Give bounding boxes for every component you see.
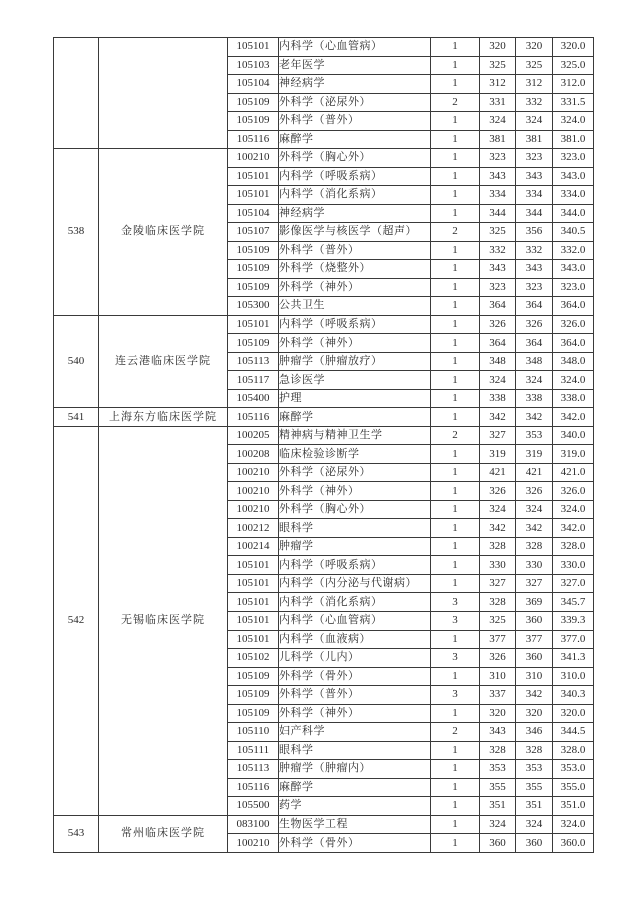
major-name-cell: 肿瘤学: [279, 537, 431, 556]
major-name-cell: 肿瘤学（肿瘤放疗）: [279, 352, 431, 371]
count-cell: 1: [431, 704, 480, 723]
avg-cell: 323.0: [553, 149, 594, 168]
major-name-cell: 外科学（神外）: [279, 278, 431, 297]
avg-cell: 319.0: [553, 445, 594, 464]
avg-cell: 340.3: [553, 686, 594, 705]
major-name-cell: 护理: [279, 389, 431, 408]
score2-cell: 343: [516, 260, 553, 279]
admission-score-table: [53, 37, 594, 853]
score2-cell: 360: [516, 649, 553, 668]
avg-cell: 334.0: [553, 186, 594, 205]
school-name-cell: 无锡临床医学院: [99, 426, 228, 815]
score2-cell: 325: [516, 56, 553, 75]
major-name-cell: 内科学（心血管病）: [279, 611, 431, 630]
avg-cell: 364.0: [553, 334, 594, 353]
score1-cell: 326: [480, 315, 516, 334]
avg-cell: 338.0: [553, 389, 594, 408]
avg-cell: 353.0: [553, 760, 594, 779]
major-name-cell: 妇产科学: [279, 723, 431, 742]
count-cell: 1: [431, 741, 480, 760]
table-row: [54, 315, 594, 334]
score2-cell: 360: [516, 834, 553, 853]
score1-cell: 353: [480, 760, 516, 779]
score1-cell: 348: [480, 352, 516, 371]
score2-cell: 342: [516, 686, 553, 705]
avg-cell: 345.7: [553, 593, 594, 612]
avg-cell: 312.0: [553, 75, 594, 94]
avg-cell: 342.0: [553, 519, 594, 538]
score2-cell: 338: [516, 389, 553, 408]
score1-cell: 324: [480, 112, 516, 131]
major-code-cell: 100212: [228, 519, 279, 538]
score1-cell: 328: [480, 741, 516, 760]
major-code-cell: 100210: [228, 463, 279, 482]
avg-cell: 330.0: [553, 556, 594, 575]
major-name-cell: 外科学（烧整外）: [279, 260, 431, 279]
count-cell: 3: [431, 649, 480, 668]
major-code-cell: 100210: [228, 149, 279, 168]
count-cell: 1: [431, 574, 480, 593]
major-name-cell: 内科学（呼吸系病）: [279, 556, 431, 575]
avg-cell: 381.0: [553, 130, 594, 149]
major-code-cell: 105109: [228, 686, 279, 705]
count-cell: 1: [431, 297, 480, 316]
major-name-cell: 麻醉学: [279, 408, 431, 427]
table-row: [54, 426, 594, 445]
avg-cell: 327.0: [553, 574, 594, 593]
count-cell: 1: [431, 408, 480, 427]
score1-cell: 325: [480, 56, 516, 75]
avg-cell: 320.0: [553, 704, 594, 723]
school-name-cell: 常州临床医学院: [99, 815, 228, 852]
score1-cell: 325: [480, 611, 516, 630]
score2-cell: 353: [516, 426, 553, 445]
major-code-cell: 105101: [228, 186, 279, 205]
avg-cell: 328.0: [553, 537, 594, 556]
score1-cell: 328: [480, 537, 516, 556]
major-code-cell: 105101: [228, 38, 279, 57]
major-code-cell: 105103: [228, 56, 279, 75]
score2-cell: 346: [516, 723, 553, 742]
major-name-cell: 内科学（血液病）: [279, 630, 431, 649]
major-name-cell: 眼科学: [279, 519, 431, 538]
avg-cell: 310.0: [553, 667, 594, 686]
count-cell: 1: [431, 241, 480, 260]
table-row: [54, 38, 594, 57]
score1-cell: 327: [480, 574, 516, 593]
major-name-cell: 外科学（胸心外）: [279, 500, 431, 519]
major-code-cell: 105400: [228, 389, 279, 408]
major-name-cell: 外科学（神外）: [279, 334, 431, 353]
count-cell: 1: [431, 834, 480, 853]
score2-cell: 320: [516, 38, 553, 57]
major-name-cell: 麻醉学: [279, 130, 431, 149]
table-row: [54, 149, 594, 168]
score2-cell: 330: [516, 556, 553, 575]
major-name-cell: 急诊医学: [279, 371, 431, 390]
table-body: [54, 38, 594, 853]
score2-cell: 334: [516, 186, 553, 205]
avg-cell: 377.0: [553, 630, 594, 649]
major-name-cell: 内科学（内分泌与代谢病）: [279, 574, 431, 593]
major-code-cell: 105110: [228, 723, 279, 742]
major-code-cell: 105101: [228, 630, 279, 649]
avg-cell: 324.0: [553, 500, 594, 519]
major-code-cell: 100214: [228, 537, 279, 556]
score1-cell: 421: [480, 463, 516, 482]
count-cell: 1: [431, 352, 480, 371]
major-name-cell: 内科学（呼吸系病）: [279, 315, 431, 334]
score2-cell: 332: [516, 241, 553, 260]
count-cell: 1: [431, 112, 480, 131]
score1-cell: 324: [480, 500, 516, 519]
count-cell: 1: [431, 500, 480, 519]
score1-cell: 320: [480, 38, 516, 57]
score1-cell: 328: [480, 593, 516, 612]
score1-cell: 381: [480, 130, 516, 149]
count-cell: 1: [431, 260, 480, 279]
score2-cell: 364: [516, 334, 553, 353]
count-cell: 3: [431, 686, 480, 705]
school-code-cell: 542: [54, 426, 99, 815]
count-cell: 1: [431, 445, 480, 464]
major-name-cell: 儿科学（儿内）: [279, 649, 431, 668]
score2-cell: 323: [516, 149, 553, 168]
avg-cell: 421.0: [553, 463, 594, 482]
score2-cell: 324: [516, 500, 553, 519]
major-code-cell: 105101: [228, 167, 279, 186]
score1-cell: 360: [480, 834, 516, 853]
count-cell: 1: [431, 38, 480, 57]
avg-cell: 332.0: [553, 241, 594, 260]
score2-cell: 364: [516, 297, 553, 316]
major-code-cell: 100205: [228, 426, 279, 445]
school-name-cell: [99, 38, 228, 149]
count-cell: 1: [431, 482, 480, 501]
major-code-cell: 105116: [228, 130, 279, 149]
major-name-cell: 外科学（泌尿外）: [279, 463, 431, 482]
major-code-cell: 105113: [228, 352, 279, 371]
table-row: [54, 408, 594, 427]
count-cell: 1: [431, 537, 480, 556]
school-code-cell: 538: [54, 149, 99, 316]
major-name-cell: 外科学（神外）: [279, 704, 431, 723]
count-cell: 1: [431, 556, 480, 575]
avg-cell: 331.5: [553, 93, 594, 112]
major-name-cell: 外科学（泌尿外）: [279, 93, 431, 112]
score2-cell: 369: [516, 593, 553, 612]
school-code-cell: 541: [54, 408, 99, 427]
score1-cell: 327: [480, 426, 516, 445]
avg-cell: 324.0: [553, 112, 594, 131]
score1-cell: 334: [480, 186, 516, 205]
score2-cell: 326: [516, 482, 553, 501]
score2-cell: 356: [516, 223, 553, 242]
score1-cell: 324: [480, 815, 516, 834]
score1-cell: 323: [480, 149, 516, 168]
count-cell: 1: [431, 75, 480, 94]
major-name-cell: 外科学（骨外）: [279, 667, 431, 686]
score2-cell: 344: [516, 204, 553, 223]
major-name-cell: 内科学（心血管病）: [279, 38, 431, 57]
score2-cell: 320: [516, 704, 553, 723]
score1-cell: 325: [480, 223, 516, 242]
avg-cell: 326.0: [553, 482, 594, 501]
count-cell: 1: [431, 204, 480, 223]
score1-cell: 364: [480, 334, 516, 353]
avg-cell: 325.0: [553, 56, 594, 75]
score2-cell: 319: [516, 445, 553, 464]
major-code-cell: 105101: [228, 611, 279, 630]
major-name-cell: 神经病学: [279, 75, 431, 94]
avg-cell: 348.0: [553, 352, 594, 371]
major-code-cell: 105104: [228, 75, 279, 94]
count-cell: 1: [431, 778, 480, 797]
major-code-cell: 100208: [228, 445, 279, 464]
count-cell: 1: [431, 167, 480, 186]
avg-cell: 343.0: [553, 167, 594, 186]
score2-cell: 353: [516, 760, 553, 779]
score2-cell: 324: [516, 371, 553, 390]
major-code-cell: 105109: [228, 93, 279, 112]
score2-cell: 324: [516, 112, 553, 131]
count-cell: 1: [431, 463, 480, 482]
major-name-cell: 内科学（消化系病）: [279, 593, 431, 612]
count-cell: 1: [431, 334, 480, 353]
major-code-cell: 105116: [228, 408, 279, 427]
avg-cell: 328.0: [553, 741, 594, 760]
score1-cell: 324: [480, 371, 516, 390]
score1-cell: 312: [480, 75, 516, 94]
score2-cell: 310: [516, 667, 553, 686]
avg-cell: 344.0: [553, 204, 594, 223]
score1-cell: 320: [480, 704, 516, 723]
avg-cell: 343.0: [553, 260, 594, 279]
major-name-cell: 肿瘤学（肿瘤内）: [279, 760, 431, 779]
major-name-cell: 外科学（神外）: [279, 482, 431, 501]
score1-cell: 344: [480, 204, 516, 223]
major-code-cell: 100210: [228, 834, 279, 853]
avg-cell: 340.5: [553, 223, 594, 242]
count-cell: 1: [431, 667, 480, 686]
count-cell: 1: [431, 389, 480, 408]
major-name-cell: 外科学（普外）: [279, 241, 431, 260]
major-code-cell: 100210: [228, 482, 279, 501]
major-code-cell: 105109: [228, 667, 279, 686]
score2-cell: 342: [516, 519, 553, 538]
score1-cell: 342: [480, 519, 516, 538]
major-code-cell: 105116: [228, 778, 279, 797]
major-name-cell: 神经病学: [279, 204, 431, 223]
score2-cell: 351: [516, 797, 553, 816]
score1-cell: 326: [480, 649, 516, 668]
major-code-cell: 105109: [228, 704, 279, 723]
count-cell: 2: [431, 723, 480, 742]
major-code-cell: 105109: [228, 334, 279, 353]
major-code-cell: 105101: [228, 574, 279, 593]
score1-cell: 326: [480, 482, 516, 501]
avg-cell: 320.0: [553, 38, 594, 57]
avg-cell: 364.0: [553, 297, 594, 316]
avg-cell: 360.0: [553, 834, 594, 853]
count-cell: 1: [431, 56, 480, 75]
major-code-cell: 105101: [228, 556, 279, 575]
major-name-cell: 精神病与精神卫生学: [279, 426, 431, 445]
major-code-cell: 105109: [228, 241, 279, 260]
score1-cell: 343: [480, 167, 516, 186]
avg-cell: 324.0: [553, 371, 594, 390]
avg-cell: 351.0: [553, 797, 594, 816]
score2-cell: 360: [516, 611, 553, 630]
school-code-cell: [54, 38, 99, 149]
major-name-cell: 老年医学: [279, 56, 431, 75]
major-code-cell: 105500: [228, 797, 279, 816]
count-cell: 1: [431, 315, 480, 334]
major-code-cell: 105109: [228, 260, 279, 279]
major-code-cell: 100210: [228, 500, 279, 519]
count-cell: 1: [431, 278, 480, 297]
major-code-cell: 105107: [228, 223, 279, 242]
avg-cell: 355.0: [553, 778, 594, 797]
score2-cell: 312: [516, 75, 553, 94]
score2-cell: 328: [516, 741, 553, 760]
count-cell: 1: [431, 815, 480, 834]
count-cell: 3: [431, 611, 480, 630]
score1-cell: 355: [480, 778, 516, 797]
count-cell: 1: [431, 186, 480, 205]
score2-cell: 377: [516, 630, 553, 649]
score1-cell: 331: [480, 93, 516, 112]
avg-cell: 339.3: [553, 611, 594, 630]
school-code-cell: 540: [54, 315, 99, 408]
major-code-cell: 105300: [228, 297, 279, 316]
table-row: [54, 815, 594, 834]
avg-cell: 341.3: [553, 649, 594, 668]
avg-cell: 344.5: [553, 723, 594, 742]
score1-cell: 323: [480, 278, 516, 297]
count-cell: 1: [431, 760, 480, 779]
major-name-cell: 外科学（骨外）: [279, 834, 431, 853]
score1-cell: 343: [480, 723, 516, 742]
count-cell: 2: [431, 223, 480, 242]
score2-cell: 323: [516, 278, 553, 297]
count-cell: 1: [431, 630, 480, 649]
score1-cell: 342: [480, 408, 516, 427]
score2-cell: 324: [516, 815, 553, 834]
count-cell: 3: [431, 593, 480, 612]
school-name-cell: 上海东方临床医学院: [99, 408, 228, 427]
major-name-cell: 外科学（胸心外）: [279, 149, 431, 168]
score1-cell: 319: [480, 445, 516, 464]
score1-cell: 337: [480, 686, 516, 705]
major-code-cell: 105117: [228, 371, 279, 390]
avg-cell: 323.0: [553, 278, 594, 297]
score1-cell: 338: [480, 389, 516, 408]
count-cell: 1: [431, 371, 480, 390]
major-code-cell: 105111: [228, 741, 279, 760]
count-cell: 2: [431, 93, 480, 112]
avg-cell: 340.0: [553, 426, 594, 445]
school-code-cell: 543: [54, 815, 99, 852]
score2-cell: 355: [516, 778, 553, 797]
score1-cell: 310: [480, 667, 516, 686]
major-code-cell: 105113: [228, 760, 279, 779]
major-name-cell: 公共卫生: [279, 297, 431, 316]
major-name-cell: 影像医学与核医学（超声）: [279, 223, 431, 242]
major-name-cell: 内科学（呼吸系病）: [279, 167, 431, 186]
major-name-cell: 外科学（普外）: [279, 686, 431, 705]
count-cell: 1: [431, 130, 480, 149]
major-code-cell: 105109: [228, 112, 279, 131]
avg-cell: 342.0: [553, 408, 594, 427]
major-code-cell: 105101: [228, 315, 279, 334]
score2-cell: 348: [516, 352, 553, 371]
major-code-cell: 105102: [228, 649, 279, 668]
major-code-cell: 105109: [228, 278, 279, 297]
school-name-cell: 金陵临床医学院: [99, 149, 228, 316]
score2-cell: 421: [516, 463, 553, 482]
score1-cell: 343: [480, 260, 516, 279]
score1-cell: 351: [480, 797, 516, 816]
score2-cell: 381: [516, 130, 553, 149]
score2-cell: 328: [516, 537, 553, 556]
major-name-cell: 临床检验诊断学: [279, 445, 431, 464]
major-name-cell: 生物医学工程: [279, 815, 431, 834]
score1-cell: 364: [480, 297, 516, 316]
major-code-cell: 105104: [228, 204, 279, 223]
major-name-cell: 药学: [279, 797, 431, 816]
major-name-cell: 内科学（消化系病）: [279, 186, 431, 205]
count-cell: 1: [431, 149, 480, 168]
avg-cell: 326.0: [553, 315, 594, 334]
score2-cell: 343: [516, 167, 553, 186]
avg-cell: 324.0: [553, 815, 594, 834]
score1-cell: 377: [480, 630, 516, 649]
count-cell: 1: [431, 519, 480, 538]
score2-cell: 342: [516, 408, 553, 427]
major-name-cell: 外科学（普外）: [279, 112, 431, 131]
major-name-cell: 麻醉学: [279, 778, 431, 797]
score2-cell: 326: [516, 315, 553, 334]
score2-cell: 332: [516, 93, 553, 112]
count-cell: 1: [431, 797, 480, 816]
score1-cell: 332: [480, 241, 516, 260]
major-name-cell: 眼科学: [279, 741, 431, 760]
score2-cell: 327: [516, 574, 553, 593]
major-code-cell: 105101: [228, 593, 279, 612]
score1-cell: 330: [480, 556, 516, 575]
major-code-cell: 083100: [228, 815, 279, 834]
count-cell: 2: [431, 426, 480, 445]
school-name-cell: 连云港临床医学院: [99, 315, 228, 408]
